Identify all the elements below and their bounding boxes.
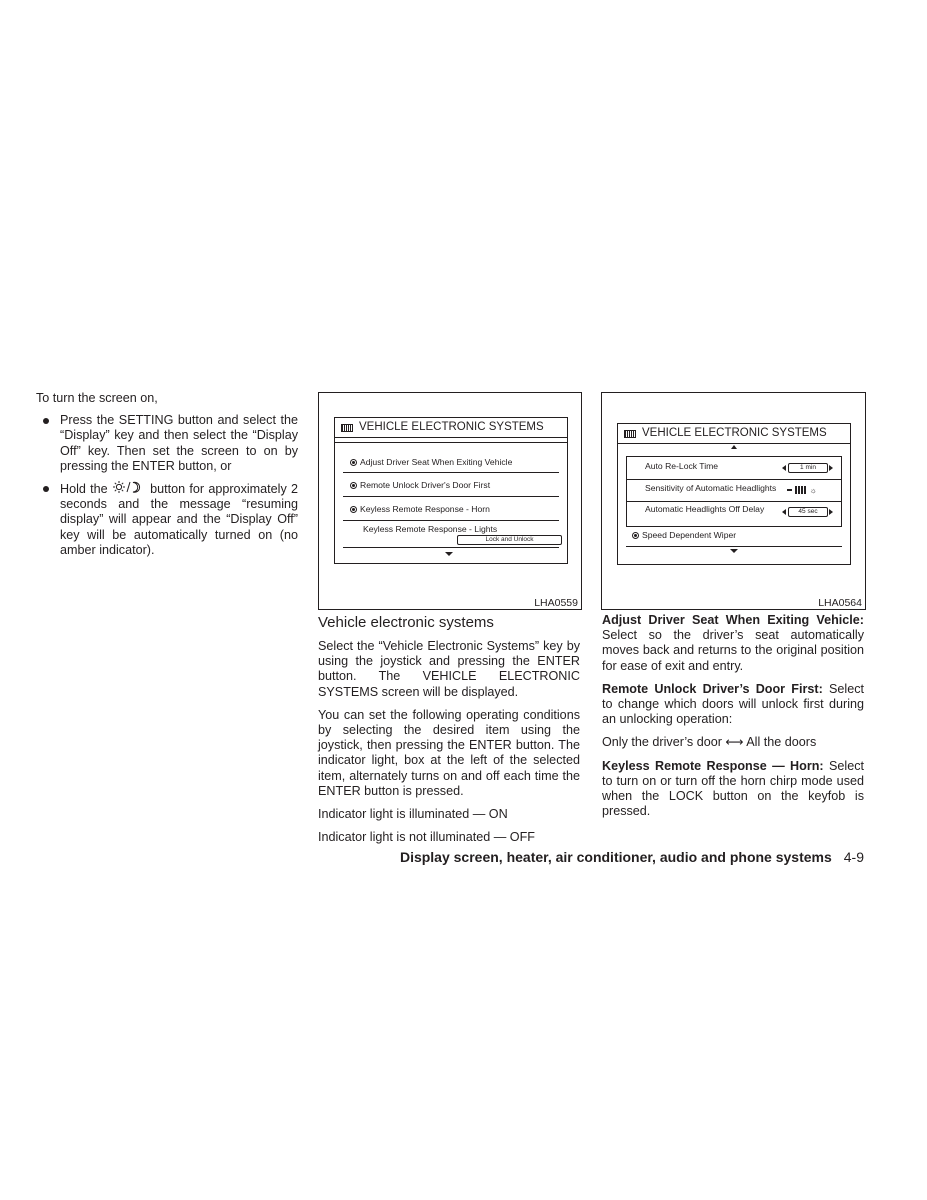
row-divider [626,479,842,480]
footer-section-title: Display screen, heater, air conditioner, audio and phone systems [399,849,832,865]
brightness-day-night-icon [112,481,146,494]
definition-item [602,759,864,820]
page-number: 4-9 [843,849,864,865]
row-label: Automatic Headlights Off Delay [645,504,765,514]
sensitivity-scale-icon: ☼ [787,486,817,496]
row-label: Auto Re-Lock Time [645,461,719,471]
menu-grid-icon [341,424,353,432]
bullet-text-pre: Hold the [60,482,108,497]
title-divider [335,442,567,443]
bullet-text-post: button for approximately 2 seconds and the message “resuming display” will appear and the “Display Off” key will be automatically turned on (no amber indicator). [60,482,298,557]
screen-row [363,524,567,534]
definition-term: Adjust Driver Seat When Exiting Vehicle: [602,613,864,627]
row-divider [343,472,559,473]
row-label: Sensitivity of Automatic Headlights [645,483,777,493]
definition-item [602,682,864,728]
right-column [602,613,864,827]
title-divider [618,443,850,444]
definition-item [602,613,864,674]
option-line: Only the driver’s door ⟷ All the doors [602,735,817,750]
figure-id: LHA0559 [534,597,578,609]
screen-illustration [617,423,851,565]
screen-row [350,504,567,514]
left-column [36,391,298,565]
screen-row [350,480,567,490]
screen-title: VEHICLE ELECTRONIC SYSTEMS [642,427,827,439]
decrease-arrow-icon [782,509,786,515]
middle-column [318,614,580,853]
indicator-on-icon [350,482,357,489]
indicator-on-icon [350,506,357,513]
value-box: 45 sec [788,507,828,517]
definition-text: Select so the driver’s seat automatically moves back and returns to the original position for ease of exit and entry. [602,628,864,673]
row-divider [626,501,842,502]
row-divider [343,496,559,497]
bullet-text: Press the SETTING button and select the “Display” key and then select the “Display Off” key. Then set the screen to on by pressing the ENTER button, or [60,413,298,473]
definition-term: Keyless Remote Response — Horn: [602,758,824,773]
screen-row [632,530,850,540]
bullet-dot [43,486,49,492]
value-box: 1 min [788,463,828,473]
menu-grid-icon [624,430,636,438]
decrease-arrow-icon [782,465,786,471]
increase-arrow-icon [829,509,833,515]
paragraph: Indicator light is not illuminated — OFF [318,830,535,845]
row-divider [626,456,842,457]
row-label: Speed Dependent Wiper [642,530,737,540]
paragraph: You can set the following operating conditions by selecting the desired item using the joystick, then pressing the ENTER button. The indicator light, box at the left of the selected item, alternately turns on and off each time the ENTER button is pressed. [318,707,580,798]
row-divider [343,547,559,548]
intro-text: To turn the screen on, [36,391,158,405]
figure-id: LHA0564 [818,597,862,609]
scroll-down-icon [445,552,453,556]
bullet-dot [43,418,49,424]
scroll-down-icon [730,549,738,553]
increase-arrow-icon [829,465,833,471]
row-label: Keyless Remote Response - Lights [363,524,498,534]
page-footer [360,849,864,865]
figure-lha0559 [318,392,582,610]
row-label: Remote Unlock Driver's Door First [360,480,491,490]
indicator-on-icon [632,532,639,539]
definition-text: Select to turn on or turn off the horn chirp mode used when the LOCK button on the keyfob is pressed. [602,758,865,819]
value-box: Lock and Unlock [457,535,562,545]
section-heading: Vehicle electronic systems [318,614,494,631]
row-label: Adjust Driver Seat When Exiting Vehicle [360,457,513,467]
paragraph: Indicator light is illuminated — ON [318,807,508,822]
paragraph: Select the “Vehicle Electronic Systems” key by using the joystick and pressing the ENTER button. The VEHICLE ELECTRONIC SYSTEMS screen will be displayed. [318,639,580,699]
figure-lha0564 [601,392,866,610]
screen-title: VEHICLE ELECTRONIC SYSTEMS [359,421,544,433]
definition-text: Select to change which doors will unlock first during an unlocking operation: [602,681,865,727]
row-label: Keyless Remote Response - Horn [360,504,490,514]
indicator-on-icon [350,459,357,466]
row-divider [626,526,842,527]
bullet-item [36,481,298,558]
screen-row [645,483,850,493]
row-divider [343,520,559,521]
definition-term: Remote Unlock Driver’s Door First: [602,681,823,696]
screen-illustration [334,417,568,564]
screen-row [350,457,567,467]
title-divider [335,437,567,438]
scroll-up-icon [731,445,737,449]
bullet-item [36,413,298,474]
row-divider [626,546,842,547]
